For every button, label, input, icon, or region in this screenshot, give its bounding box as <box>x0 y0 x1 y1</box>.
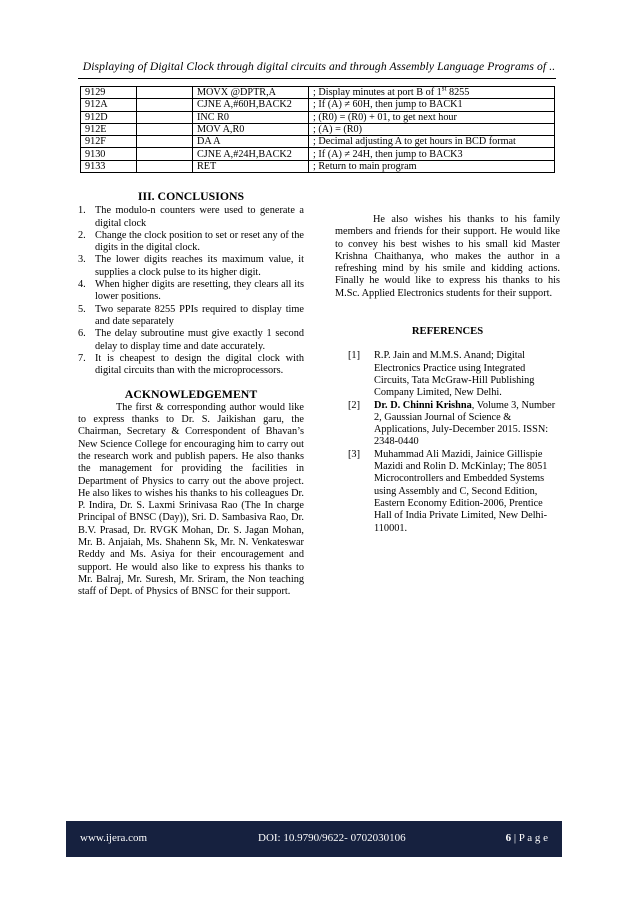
code-comment <box>309 148 555 160</box>
comment-superscript: st <box>441 86 447 93</box>
right-column <box>335 214 560 535</box>
running-head: Displaying of Digital Clock through digital circuits and through Assembly Language Programs of .. <box>82 60 556 73</box>
code-address: 9130 <box>81 148 137 160</box>
code-instruction: MOVX @DPTR,A <box>193 87 309 99</box>
conclusion-number: 2. <box>78 229 86 241</box>
conclusion-item <box>78 279 304 304</box>
conclusion-number: 5. <box>78 303 86 315</box>
comment-text: ; Decimal adjusting A to get hours in BCD format <box>313 136 516 148</box>
conclusion-text: Change the clock position to set or reset any of the digits in the digital clock. <box>95 229 304 254</box>
reference-text <box>374 449 560 535</box>
comment-text: ; (R0) = (R0) + 01, to get next hour <box>313 111 457 123</box>
code-row <box>81 148 555 160</box>
acknowledgement-heading: ACKNOWLEDGEMENT <box>124 387 258 402</box>
code-instruction: RET <box>193 160 309 172</box>
code-label <box>137 87 193 99</box>
code-row <box>81 136 555 148</box>
reference-number: [3] <box>348 448 361 460</box>
comment-text: ; (A) = (R0) <box>313 124 363 136</box>
code-label <box>137 123 193 135</box>
code-label <box>137 136 193 148</box>
code-row <box>81 160 555 172</box>
footer-doi: DOI: 10.9790/9622- 0702030106 <box>258 832 406 844</box>
acknowledgement-paragraph-2: He also wishes his thanks to his family members and friends for their support. He would like to convey his best wishes to his small kid Master Krishna Chaithanya, who makes the author in a refreshing mind by his smile and kidding actions. Finally he would like to express his thanks to his M.Sc. Applied Electronics students for their support. <box>335 214 560 299</box>
header-rule <box>78 78 556 79</box>
code-comment <box>309 87 555 99</box>
code-row <box>81 99 555 111</box>
code-comment <box>309 136 555 148</box>
reference-body: R.P. Jain and M.M.S. Anand; Digital Electronics Practice using Integrated Circuits, Tata McGraw-Hill Publishing Company Limited, New Delhi. <box>374 350 535 399</box>
code-row <box>81 87 555 99</box>
reference-body: , Volume 3, Number 2, Gaussian Journal of Science & Applications, July-December 2015. ISSN: 2348-0440 <box>374 399 556 448</box>
code-comment <box>309 99 555 111</box>
conclusion-number: 3. <box>78 254 86 266</box>
code-label <box>137 111 193 123</box>
footer-site-link[interactable]: www.ijera.com <box>80 832 148 844</box>
reference-item <box>335 350 560 399</box>
comment-text-tail: 8255 <box>446 87 470 99</box>
assembly-code-table <box>80 86 555 173</box>
conclusion-text: The lower digits reaches its maximum value, it supplies a clock pulse to its higher digit. <box>95 254 304 278</box>
code-instruction: CJNE A,#24H,BACK2 <box>193 148 309 160</box>
conclusion-text: Two separate 8255 PPIs required to display time and date separately <box>95 303 304 327</box>
code-instruction: CJNE A,#60H,BACK2 <box>193 99 309 111</box>
comment-text: ; If (A) ≠ 24H, then jump to BACK3 <box>313 148 463 160</box>
conclusion-number: 1. <box>78 205 86 217</box>
code-address: 9129 <box>81 87 137 99</box>
conclusion-number: 6. <box>78 328 86 340</box>
conclusions-list <box>78 205 304 377</box>
reference-number: [2] <box>348 399 361 411</box>
code-address: 912E <box>81 123 137 135</box>
comment-text: ; Display minutes at port B of 1 <box>313 87 442 99</box>
references-heading: REFERENCES <box>411 326 484 338</box>
conclusion-item <box>78 328 304 353</box>
code-instruction: INC R0 <box>193 111 309 123</box>
conclusion-number: 7. <box>78 352 86 364</box>
code-address: 9133 <box>81 160 137 172</box>
code-address: 912F <box>81 136 137 148</box>
conclusion-text: When higher digits are resetting, they clears all its lower positions. <box>95 279 304 303</box>
conclusion-item <box>78 304 304 329</box>
conclusion-item <box>78 230 304 255</box>
page-number: 6 <box>505 832 512 844</box>
reference-item <box>335 449 560 535</box>
conclusion-item <box>78 254 304 279</box>
footer-page-number <box>506 832 548 844</box>
reference-item <box>335 400 560 449</box>
comment-text: ; Return to main program <box>313 160 417 172</box>
conclusion-item <box>78 205 304 230</box>
references-list <box>335 350 560 534</box>
code-comment <box>309 160 555 172</box>
reference-text <box>374 350 560 399</box>
reference-author: Dr. D. Chinni Krishna <box>374 399 472 411</box>
code-instruction: MOV A,R0 <box>193 123 309 135</box>
code-address: 912D <box>81 111 137 123</box>
conclusions-heading: III. CONCLUSIONS <box>137 189 245 203</box>
reference-number: [1] <box>348 350 361 362</box>
page-footer <box>66 821 562 857</box>
conclusion-text: It is cheapest to design the digital clock with digital circuits than with the microprocessors. <box>95 352 304 377</box>
comment-text: ; If (A) ≠ 60H, then jump to BACK1 <box>313 99 463 111</box>
acknowledgement-paragraph-1: The first & corresponding author would like to express thanks to Dr. S. Jaikishan garu, the Chairman, Secretary & Correspondent of Bhavan’s New Science College for encouraging him to carry out the research work and publish papers. He also thanks the management for providing the facilities in Department of Physics to carry out the above project. He also likes to wishes his thanks to his colleagues Dr. P. Indira, Dr. S. Laxmi Srinivasa Rao (The In charge Principal of BNSC (Day)), Sri. D. Sambasiva Rao, Dr. B.V. Prasad, Dr. RVGK Mohan, Dr. S. Jagan Mohan, Mr. B. Anjaiah, Ms. Shahenn Sk, Mr. N. Venkateswar Reddy and Ms. Asiya for their encouragement and support. He would also like to express his thanks to Mr. Balraj, Mr. Suresh, Mr. Sriram, the Non teaching staff of Dept. of Physics of BNSC for their support. <box>78 401 304 598</box>
code-comment <box>309 123 555 135</box>
conclusion-text: The delay subroutine must give exactly 1 second delay to display time and date accurately. <box>95 328 304 352</box>
code-row <box>81 111 555 123</box>
reference-body: Muhammad Ali Mazidi, Jainice Gillispie Mazidi and Rolin D. McKinlay; The 8051 Microcontrollers and Embedded Systems using Assembly and C, Second Edition, Eastern Economy Edition-2006, Prentice Hall of India Private Limited, New Delhi-110001. <box>374 448 548 534</box>
conclusion-item <box>78 353 304 378</box>
code-row <box>81 123 555 135</box>
code-label <box>137 148 193 160</box>
conclusion-text: The modulo-n counters were used to generate a digital clock <box>95 205 304 229</box>
code-label <box>137 99 193 111</box>
code-label <box>137 160 193 172</box>
left-column <box>78 190 304 599</box>
reference-text <box>374 400 560 449</box>
code-address: 912A <box>81 99 137 111</box>
page-label: | P a g e <box>511 832 548 844</box>
code-instruction: DA A <box>193 136 309 148</box>
conclusion-number: 4. <box>78 279 86 291</box>
code-comment <box>309 111 555 123</box>
